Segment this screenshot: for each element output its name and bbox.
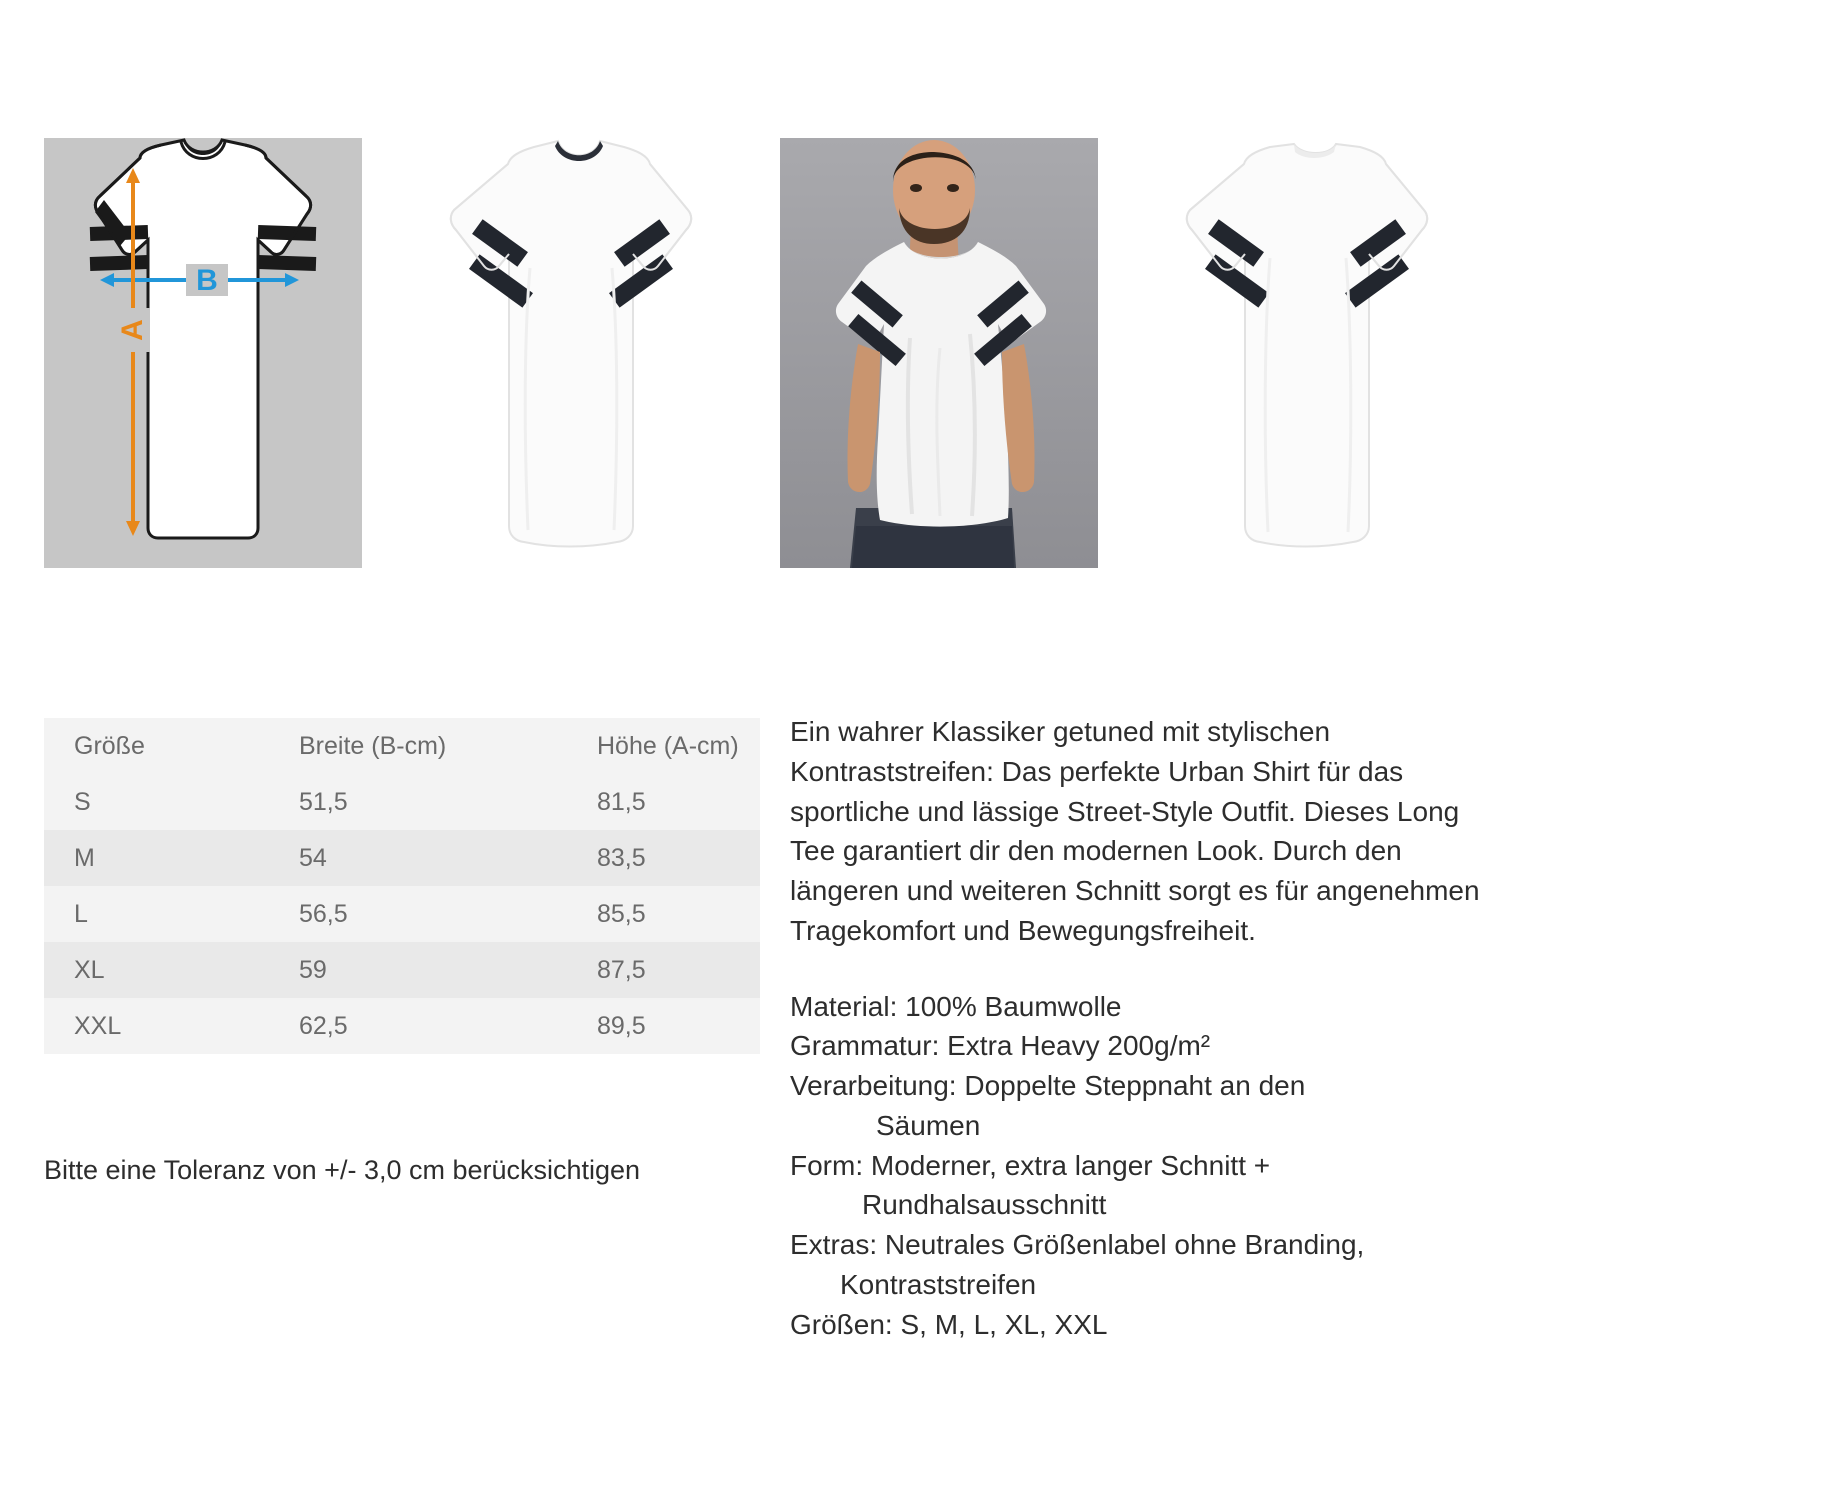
gallery-item-model[interactable] [780,138,1110,568]
cell-width: 59 [299,955,327,984]
description-spacer [790,951,1490,987]
cell-size: XXL [74,1011,122,1040]
table-row [44,942,760,998]
tolerance-note: Bitte eine Toleranz von +/- 3,0 cm berücksichtigen [44,1155,641,1185]
spec-grammatur: Grammatur: Extra Heavy 200g/m² [790,1030,1211,1062]
size-chart-table [44,718,760,1054]
spec-verarbeitung-cont: Säumen [876,1109,981,1141]
cell-width: 56,5 [299,899,348,928]
cell-size: XL [74,955,105,984]
cell-height: 89,5 [597,1011,646,1040]
gallery-item-front[interactable] [412,138,742,568]
product-description [790,712,1490,1344]
column-header-size: Größe [74,731,145,760]
measure-label-a: A [116,319,149,341]
cell-size: L [74,899,88,928]
gallery-item-back[interactable] [1148,138,1478,568]
cell-width: 51,5 [299,787,348,816]
column-header-width: Breite (B-cm) [299,731,447,760]
measure-label-b: B [196,264,218,297]
description-paragraph: Ein wahrer Klassiker getuned mit stylischen Kontraststreifen: Das perfekte Urban Shirt für das sportliche und lässige Street-Style Outfit. Dieses Long Tee garantiert dir den modernen Look. Durch den längeren und weiteren Schnitt sorgt es für angenehmen Tragekomfort und Bewegungsfreiheit. [790,716,1480,946]
product-gallery [44,138,1516,568]
spec-form-cont: Rundhalsausschnitt [862,1189,1107,1221]
cell-height: 87,5 [597,955,646,984]
table-row [44,830,760,886]
spec-material: Material: 100% Baumwolle [790,990,1122,1022]
cell-height: 85,5 [597,899,646,928]
column-header-height: Höhe (A-cm) [597,731,739,760]
spec-verarbeitung: Verarbeitung: Doppelte Steppnaht an den [790,1070,1306,1101]
table-row [44,998,760,1054]
cell-width: 54 [299,843,327,872]
spec-groessen: Größen: S, M, L, XL, XXL [790,1308,1108,1340]
spec-form: Form: Moderner, extra langer Schnitt + [790,1149,1271,1181]
model-wearing-tshirt-photo [780,138,1098,568]
gallery-item-technical-drawing[interactable] [44,138,374,568]
cell-size: M [74,843,95,872]
table-row [44,886,760,942]
spec-extras: Extras: Neutrales Größenlabel ohne Branding, [790,1229,1365,1260]
table-header-row [44,718,760,774]
tshirt-technical-svg [44,138,362,568]
spec-extras-cont: Kontraststreifen [840,1268,1037,1300]
table-row [44,774,760,830]
tshirt-back-photo [1148,138,1466,568]
tshirt-front-photo [412,138,730,568]
cell-size: S [74,787,91,816]
cell-height: 83,5 [597,843,646,872]
cell-width: 62,5 [299,1011,348,1040]
cell-height: 81,5 [597,787,646,816]
